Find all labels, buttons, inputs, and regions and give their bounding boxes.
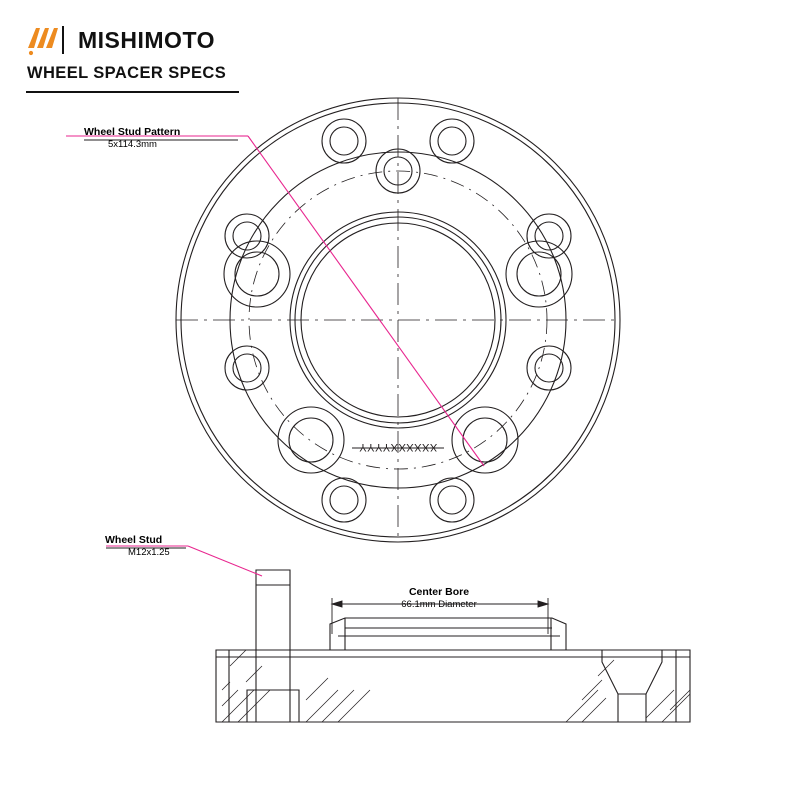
- callout-center-bore-value: 66.1mm Diameter: [401, 599, 477, 611]
- stud-hole: [463, 418, 507, 462]
- callout-wheel-stud-pattern-title: Wheel Stud Pattern: [84, 126, 181, 138]
- face-engraving: [352, 441, 444, 453]
- callout-center-bore-title: Center Bore: [408, 586, 470, 598]
- section-hatch-right: [566, 660, 690, 722]
- brand-name: MISHIMOTO: [78, 26, 215, 53]
- callout-wheel-stud-pattern-value: 5x114.3mm: [108, 139, 157, 151]
- wheel-stud-leader: [106, 546, 262, 576]
- secondary-hole: [527, 214, 571, 258]
- secondary-hole: [322, 119, 366, 163]
- secondary-hole-inner: [438, 486, 466, 514]
- stud-counterbore: [224, 241, 290, 307]
- callout-wheel-stud-value: M12x1.25: [128, 547, 170, 559]
- wheel-spacer-side-section-view: [216, 570, 690, 722]
- hub-boss-profile: [330, 618, 566, 650]
- page-subtitle: WHEEL SPACER SPECS: [27, 64, 227, 82]
- section-hatch-hub: [306, 678, 370, 722]
- secondary-hole-inner: [438, 127, 466, 155]
- stud-counterbore: [506, 241, 572, 307]
- secondary-hole: [225, 346, 269, 390]
- secondary-hole-inner: [330, 127, 358, 155]
- secondary-hole-inner: [330, 486, 358, 514]
- center-bore-dimension: [332, 598, 548, 634]
- wheel-spacer-front-view: [176, 98, 620, 542]
- secondary-hole: [430, 119, 474, 163]
- secondary-hole: [225, 214, 269, 258]
- secondary-hole: [322, 478, 366, 522]
- secondary-hole: [527, 346, 571, 390]
- plate-outline: [216, 650, 690, 722]
- front-view-center-lines: [176, 98, 620, 542]
- stud-pattern-leader: [66, 136, 484, 466]
- stud-hole: [517, 252, 561, 296]
- stud-seat: [247, 690, 299, 722]
- stud-hole: [289, 418, 333, 462]
- stud-hole: [235, 252, 279, 296]
- svg-text:XXXXXXYYYY: XXXXXXYYYY: [358, 441, 438, 453]
- secondary-hole: [430, 478, 474, 522]
- callout-wheel-stud-title: Wheel Stud: [105, 534, 163, 546]
